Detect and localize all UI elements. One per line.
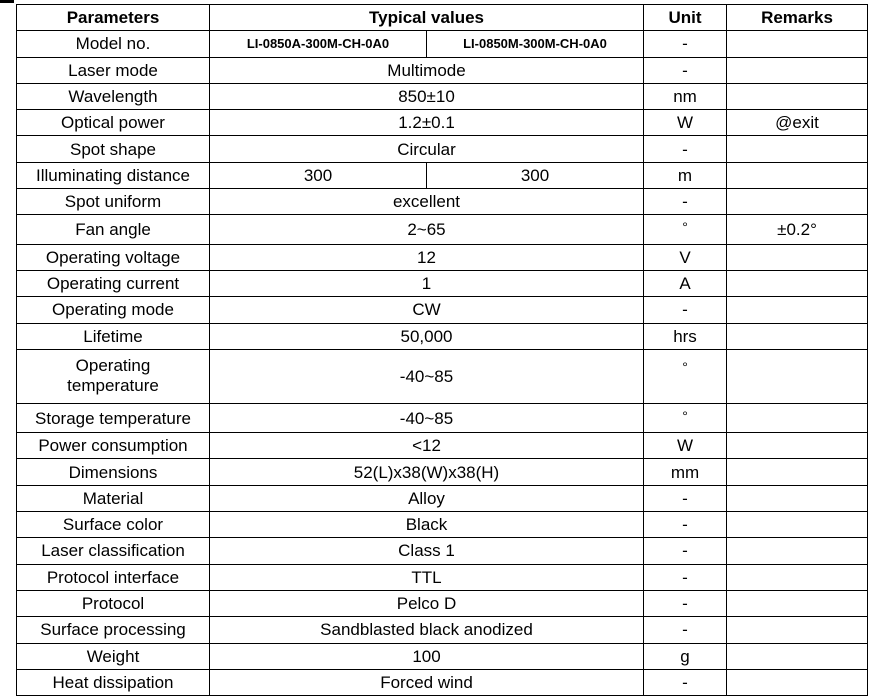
- value-cell: TTL: [210, 564, 644, 590]
- param-cell: Heat dissipation: [17, 669, 210, 695]
- table-row: [17, 459, 868, 485]
- remark-cell: [727, 459, 868, 485]
- param-cell: Spot shape: [17, 136, 210, 162]
- unit-cell: -: [644, 31, 727, 57]
- remark-cell: [727, 433, 868, 459]
- value-cell: 50,000: [210, 323, 644, 349]
- param-cell: Optical power: [17, 110, 210, 136]
- table-row: [17, 538, 868, 564]
- unit-cell: °: [644, 403, 727, 432]
- unit-cell: -: [644, 485, 727, 511]
- param-cell: Operating current: [17, 270, 210, 296]
- remark-cell: [727, 512, 868, 538]
- table-row: [17, 433, 868, 459]
- value-cell: <12: [210, 433, 644, 459]
- param-cell: Spot uniform: [17, 189, 210, 215]
- header-typical-values: Typical values: [210, 5, 644, 31]
- remark-cell: @exit: [727, 110, 868, 136]
- model-b-cell: LI-0850M-300M-CH-0A0: [427, 31, 644, 57]
- unit-cell: V: [644, 244, 727, 270]
- unit-cell: m: [644, 162, 727, 188]
- table-row: [17, 590, 868, 616]
- param-cell: Weight: [17, 643, 210, 669]
- value-cell: Black: [210, 512, 644, 538]
- param-cell: Illuminating distance: [17, 162, 210, 188]
- unit-cell: W: [644, 433, 727, 459]
- param-cell: Operating mode: [17, 297, 210, 323]
- model-a-cell: LI-0850A-300M-CH-0A0: [210, 31, 427, 57]
- param-cell: [17, 349, 210, 403]
- param-cell: Laser mode: [17, 57, 210, 83]
- table-row: [17, 244, 868, 270]
- param-cell: Surface color: [17, 512, 210, 538]
- remark-cell: [727, 617, 868, 643]
- value-cell: 2~65: [210, 215, 644, 244]
- remark-cell: [727, 485, 868, 511]
- remark-cell: [727, 349, 868, 403]
- unit-cell: g: [644, 643, 727, 669]
- unit-cell: -: [644, 669, 727, 695]
- value-cell: Sandblasted black anodized: [210, 617, 644, 643]
- unit-cell: -: [644, 564, 727, 590]
- table-row: [17, 83, 868, 109]
- value-cell: 12: [210, 244, 644, 270]
- table-row: [17, 270, 868, 296]
- remark-cell: [727, 564, 868, 590]
- unit-cell: hrs: [644, 323, 727, 349]
- remark-cell: [727, 538, 868, 564]
- unit-cell: -: [644, 538, 727, 564]
- param-cell: Protocol interface: [17, 564, 210, 590]
- value-cell: Multimode: [210, 57, 644, 83]
- table-row: [17, 323, 868, 349]
- value-cell: 1: [210, 270, 644, 296]
- remark-cell: [727, 31, 868, 57]
- table-row: [17, 136, 868, 162]
- value-cell: -40~85: [210, 403, 644, 432]
- table-row: [17, 485, 868, 511]
- unit-cell: -: [644, 189, 727, 215]
- remark-cell: [727, 403, 868, 432]
- table-row: [17, 564, 868, 590]
- param-cell: Lifetime: [17, 323, 210, 349]
- value-b-cell: 300: [427, 162, 644, 188]
- unit-cell: -: [644, 617, 727, 643]
- value-cell: 100: [210, 643, 644, 669]
- unit-cell: -: [644, 136, 727, 162]
- remark-cell: [727, 590, 868, 616]
- unit-cell: -: [644, 512, 727, 538]
- value-cell: 850±10: [210, 83, 644, 109]
- unit-cell: W: [644, 110, 727, 136]
- table-row: [17, 403, 868, 432]
- value-cell: excellent: [210, 189, 644, 215]
- value-cell: Alloy: [210, 485, 644, 511]
- table-row: [17, 189, 868, 215]
- value-cell: CW: [210, 297, 644, 323]
- table-row: [17, 617, 868, 643]
- header-unit: Unit: [644, 5, 727, 31]
- table-row: [17, 349, 868, 403]
- param-cell: Laser classification: [17, 538, 210, 564]
- cropped-heading-fragment: [0, 0, 14, 3]
- unit-cell: -: [644, 297, 727, 323]
- param-cell: Dimensions: [17, 459, 210, 485]
- param-cell: Operating voltage: [17, 244, 210, 270]
- param-cell: Protocol: [17, 590, 210, 616]
- param-cell: Material: [17, 485, 210, 511]
- remark-cell: [727, 57, 868, 83]
- value-cell: 52(L)x38(W)x38(H): [210, 459, 644, 485]
- table-row: [17, 110, 868, 136]
- table-row: [17, 31, 868, 57]
- remark-cell: [727, 189, 868, 215]
- header-remarks: Remarks: [727, 5, 868, 31]
- param-cell: Power consumption: [17, 433, 210, 459]
- header-row: [17, 5, 868, 31]
- remark-cell: [727, 323, 868, 349]
- remark-cell: [727, 297, 868, 323]
- value-cell: Class 1: [210, 538, 644, 564]
- param-cell: Surface processing: [17, 617, 210, 643]
- param-line: Operating: [75, 356, 151, 376]
- unit-cell: °: [644, 215, 727, 244]
- remark-cell: ±0.2°: [727, 215, 868, 244]
- table-row: [17, 162, 868, 188]
- header-parameters: Parameters: [17, 5, 210, 31]
- remark-cell: [727, 162, 868, 188]
- table-row: [17, 669, 868, 695]
- value-cell: 1.2±0.1: [210, 110, 644, 136]
- value-cell: Forced wind: [210, 669, 644, 695]
- unit-cell: mm: [644, 459, 727, 485]
- param-cell: Fan angle: [17, 215, 210, 244]
- param-line: temperature: [67, 376, 159, 396]
- remark-cell: [727, 270, 868, 296]
- value-a-cell: 300: [210, 162, 427, 188]
- unit-cell: -: [644, 57, 727, 83]
- remark-cell: [727, 83, 868, 109]
- specifications-table: [16, 4, 868, 696]
- unit-cell: nm: [644, 83, 727, 109]
- remark-cell: [727, 244, 868, 270]
- param-cell: Storage temperature: [17, 403, 210, 432]
- unit-cell: °: [644, 349, 727, 403]
- table-row: [17, 512, 868, 538]
- table-row: [17, 215, 868, 244]
- unit-cell: -: [644, 590, 727, 616]
- table-row: [17, 643, 868, 669]
- param-cell: Model no.: [17, 31, 210, 57]
- unit-cell: A: [644, 270, 727, 296]
- remark-cell: [727, 136, 868, 162]
- table-row: [17, 57, 868, 83]
- value-cell: -40~85: [210, 349, 644, 403]
- value-cell: Circular: [210, 136, 644, 162]
- value-cell: Pelco D: [210, 590, 644, 616]
- param-cell: Wavelength: [17, 83, 210, 109]
- remark-cell: [727, 669, 868, 695]
- table-row: [17, 297, 868, 323]
- remark-cell: [727, 643, 868, 669]
